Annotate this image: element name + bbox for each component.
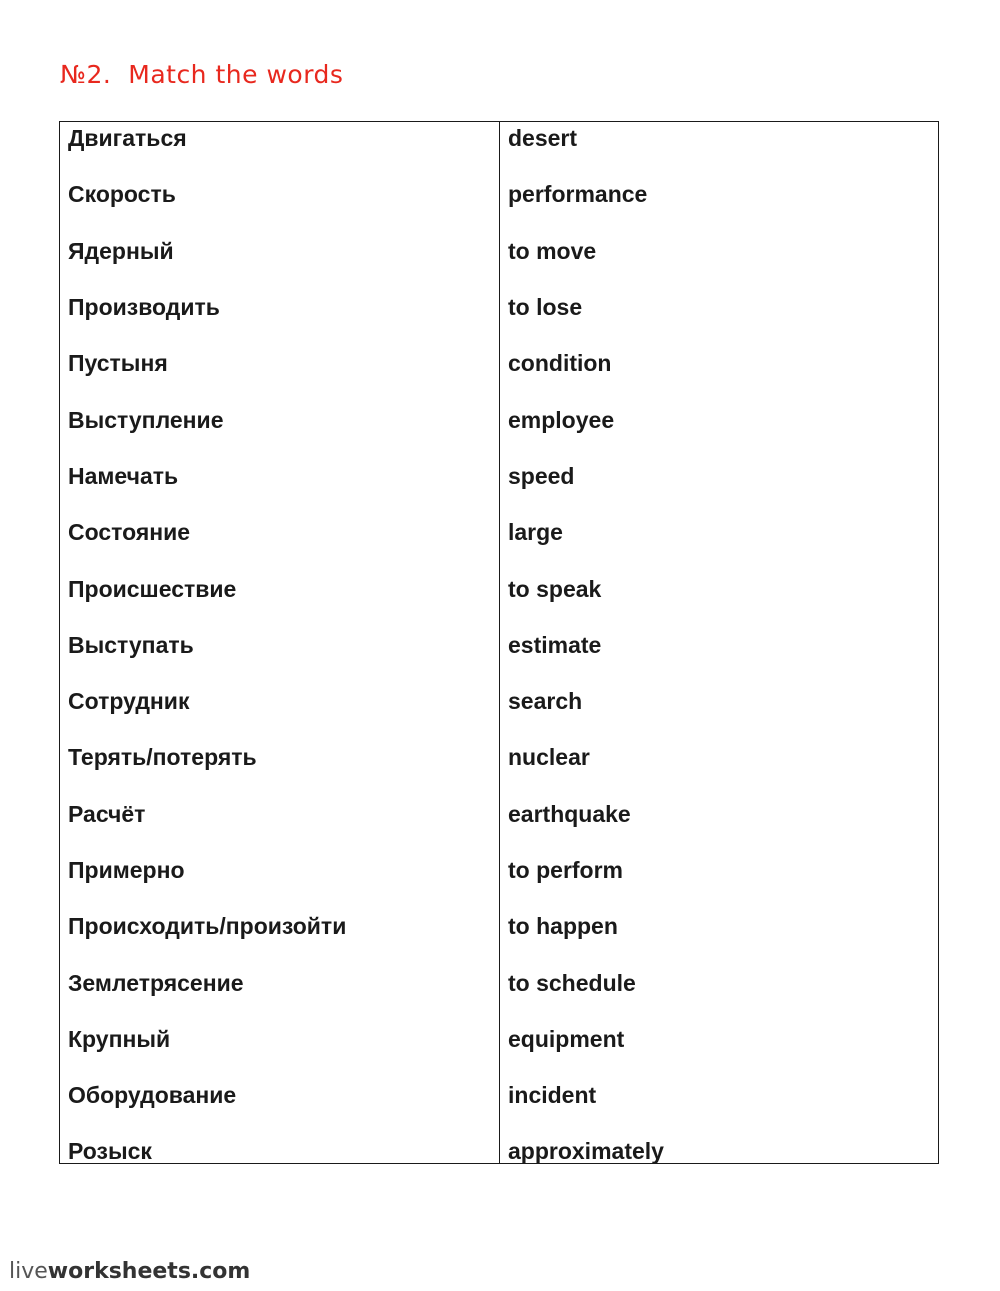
russian-word: Намечать [68, 463, 179, 489]
english-word: nuclear [508, 744, 590, 770]
russian-word: Скорость [68, 181, 176, 207]
russian-word: Терять/потерять [68, 744, 257, 770]
english-word: employee [508, 407, 615, 433]
table-row [60, 349, 938, 405]
russian-word: Расчёт [68, 801, 146, 827]
russian-word: Сотрудник [68, 688, 190, 714]
english-word: speed [508, 463, 575, 489]
table-row [60, 969, 938, 1025]
table-row [60, 912, 938, 968]
table-row [60, 406, 938, 462]
english-word: condition [508, 350, 612, 376]
worksheet-title: №2. Match the words [60, 60, 344, 89]
russian-word: Двигаться [68, 125, 187, 151]
brand-light-text: live [9, 1259, 48, 1284]
russian-word: Землетрясение [68, 970, 244, 996]
english-word: performance [508, 181, 648, 207]
english-word: search [508, 688, 583, 714]
russian-word: Происходить/произойти [68, 913, 347, 939]
table-row [60, 124, 938, 180]
english-word: to speak [508, 576, 602, 602]
russian-word: Состояние [68, 519, 191, 545]
english-word: to happen [508, 913, 618, 939]
table-row [60, 856, 938, 912]
table-row [60, 180, 938, 236]
english-word: to move [508, 238, 597, 264]
russian-word: Происшествие [68, 576, 237, 602]
table-row [60, 1137, 938, 1193]
english-word: to perform [508, 857, 623, 883]
table-row [60, 800, 938, 856]
english-word: estimate [508, 632, 602, 658]
russian-word: Примерно [68, 857, 185, 883]
russian-word: Оборудование [68, 1082, 237, 1108]
table-row [60, 1025, 938, 1081]
english-word: incident [508, 1082, 597, 1108]
table-row [60, 743, 938, 799]
english-word: approximately [508, 1138, 664, 1164]
table-row [60, 237, 938, 293]
brand-bold-text: worksheets.com [47, 1259, 251, 1284]
russian-word: Выступать [68, 632, 194, 658]
table-row [60, 462, 938, 518]
table-row [60, 1081, 938, 1137]
english-word: to schedule [508, 970, 636, 996]
table-row [60, 293, 938, 349]
russian-word: Ядерный [68, 238, 174, 264]
liveworksheets-logo[interactable] [9, 1259, 250, 1284]
english-word: large [508, 519, 563, 545]
english-word: to lose [508, 294, 583, 320]
russian-word: Производить [68, 294, 220, 320]
table-row [60, 687, 938, 743]
table-row [60, 518, 938, 574]
table-row [60, 575, 938, 631]
word-match-table [59, 121, 939, 1164]
table-row [60, 631, 938, 687]
english-word: earthquake [508, 801, 631, 827]
russian-word: Розыск [68, 1138, 152, 1164]
english-word: equipment [508, 1026, 625, 1052]
russian-word: Выступление [68, 407, 224, 433]
russian-word: Пустыня [68, 350, 168, 376]
russian-word: Крупный [68, 1026, 171, 1052]
english-word: desert [508, 125, 578, 151]
